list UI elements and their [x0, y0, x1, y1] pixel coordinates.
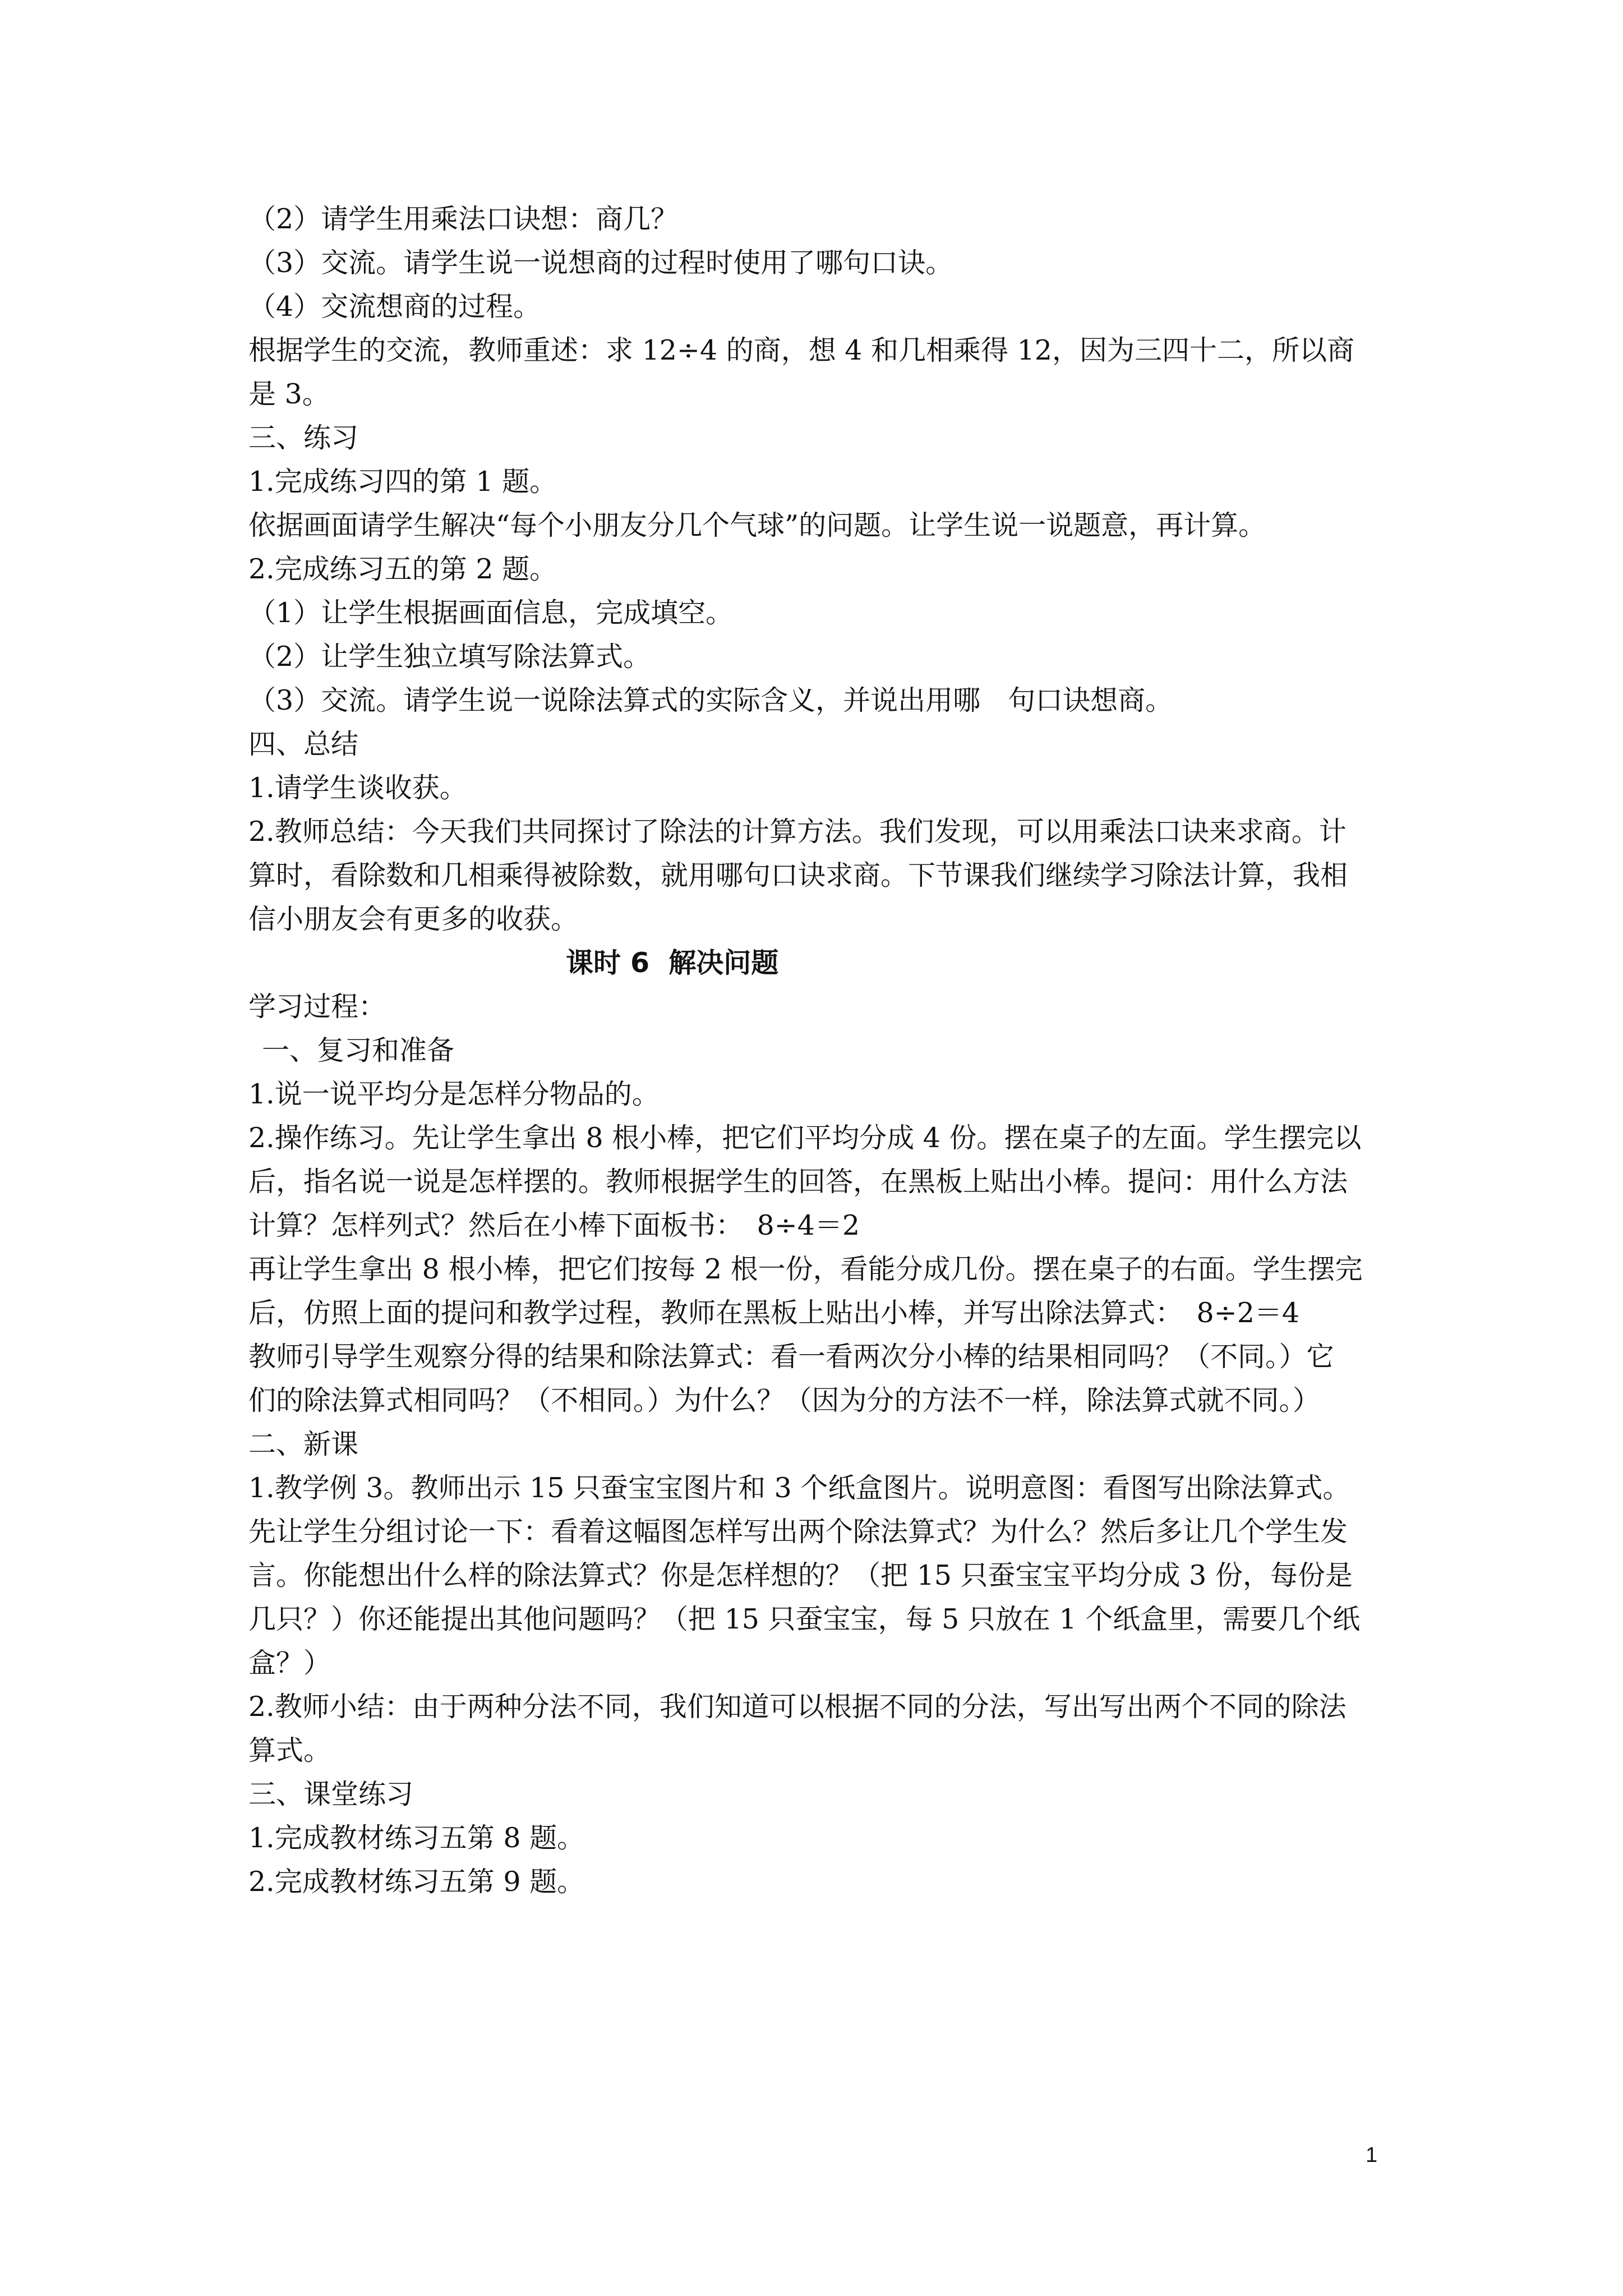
text-line: 盒？）	[248, 1647, 331, 1679]
text-line: 算式。	[248, 1734, 331, 1766]
text-line: （3）交流。请学生说一说想商的过程时使用了哪句口诀。	[248, 247, 953, 279]
text-line: 学习过程：	[248, 991, 386, 1023]
section-heading: 四、总结	[248, 728, 359, 760]
document-body	[248, 197, 1393, 1904]
text-line: 1.说一说平均分是怎样分物品的。	[248, 1078, 660, 1110]
text-line: 几只？）你还能提出其他问题吗？（把 15 只蚕宝宝，每 5 只放在 1 个纸盒里，需要几个纸	[248, 1603, 1361, 1635]
lesson-title: 课时 6 解决问题	[566, 947, 779, 979]
text-line: 1.请学生谈收获。	[248, 772, 467, 804]
text-line: 再让学生拿出 8 根小棒，把它们按每 2 根一份，看能分成几份。摆在桌子的右面。学生摆完	[248, 1253, 1363, 1285]
text-line: （1）让学生根据画面信息，完成填空。	[248, 597, 734, 629]
text-line: 2.教师总结：今天我们共同探讨了除法的计算方法。我们发现，可以用乘法口诀来求商。计	[248, 816, 1347, 848]
text-line: 算时，看除数和几相乘得被除数，就用哪句口诀求商。下节课我们继续学习除法计算，我相	[248, 859, 1348, 891]
text-line: 后，指名说一说是怎样摆的。教师根据学生的回答，在黑板上贴出小棒。提问：用什么方法	[248, 1166, 1348, 1198]
section-heading: 三、课堂练习	[248, 1778, 414, 1810]
text-line: 1.完成教材练习五第 8 题。	[248, 1822, 585, 1854]
text-line: 2.完成练习五的第 2 题。	[248, 553, 557, 585]
text-line: （3）交流。请学生说一说除法算式的实际含义，并说出用哪 句口诀想商。	[248, 684, 1173, 716]
text-line: 2.完成教材练习五第 9 题。	[248, 1866, 585, 1898]
text-line: 后，仿照上面的提问和教学过程，教师在黑板上贴出小棒，并写出除法算式： 8÷2＝4	[248, 1297, 1300, 1329]
text-line: 1.完成练习四的第 1 题。	[248, 466, 557, 498]
section-heading: 二、新课	[248, 1428, 359, 1460]
text-line: 教师引导学生观察分得的结果和除法算式：看一看两次分小棒的结果相同吗？（不同。）它	[248, 1341, 1334, 1373]
text-line: 1.教学例 3。教师出示 15 只蚕宝宝图片和 3 个纸盒图片。说明意图：看图写出除法算式。	[248, 1472, 1350, 1504]
text-line: 是 3。	[248, 378, 330, 410]
text-line: （2）让学生独立填写除法算式。	[248, 641, 651, 673]
text-line: 依据画面请学生解决“每个小朋友分几个气球”的问题。让学生说一说题意，再计算。	[248, 509, 1266, 541]
section-heading: 三、练习	[248, 422, 359, 454]
section-heading: 一、复习和准备	[262, 1034, 455, 1066]
text-line: 2.教师小结：由于两种分法不同，我们知道可以根据不同的分法，写出写出两个不同的除法	[248, 1691, 1347, 1723]
text-line: （4）交流想商的过程。	[248, 291, 541, 323]
text-line: 信小朋友会有更多的收获。	[248, 903, 579, 935]
text-line: 们的除法算式相同吗？（不相同。）为什么？（因为分的方法不一样，除法算式就不同。）	[248, 1384, 1321, 1416]
text-line: 计算？怎样列式？然后在小棒下面板书： 8÷4＝2	[248, 1209, 860, 1241]
page-number: 1	[1366, 2143, 1378, 2167]
text-line: 先让学生分组讨论一下：看着这幅图怎样写出两个除法算式？为什么？然后多让几个学生发	[248, 1516, 1348, 1548]
text-line: （2）请学生用乘法口诀想：商几？	[248, 203, 679, 235]
text-line: 2.操作练习。先让学生拿出 8 根小棒，把它们平均分成 4 份。摆在桌子的左面。学生摆完以	[248, 1122, 1362, 1154]
text-line: 根据学生的交流，教师重述：求 12÷4 的商，想 4 和几相乘得 12，因为三四十二，所以商	[248, 334, 1354, 366]
text-line: 言。你能想出什么样的除法算式？你是怎样想的？（把 15 只蚕宝宝平均分成 3 份，每份是	[248, 1559, 1353, 1591]
